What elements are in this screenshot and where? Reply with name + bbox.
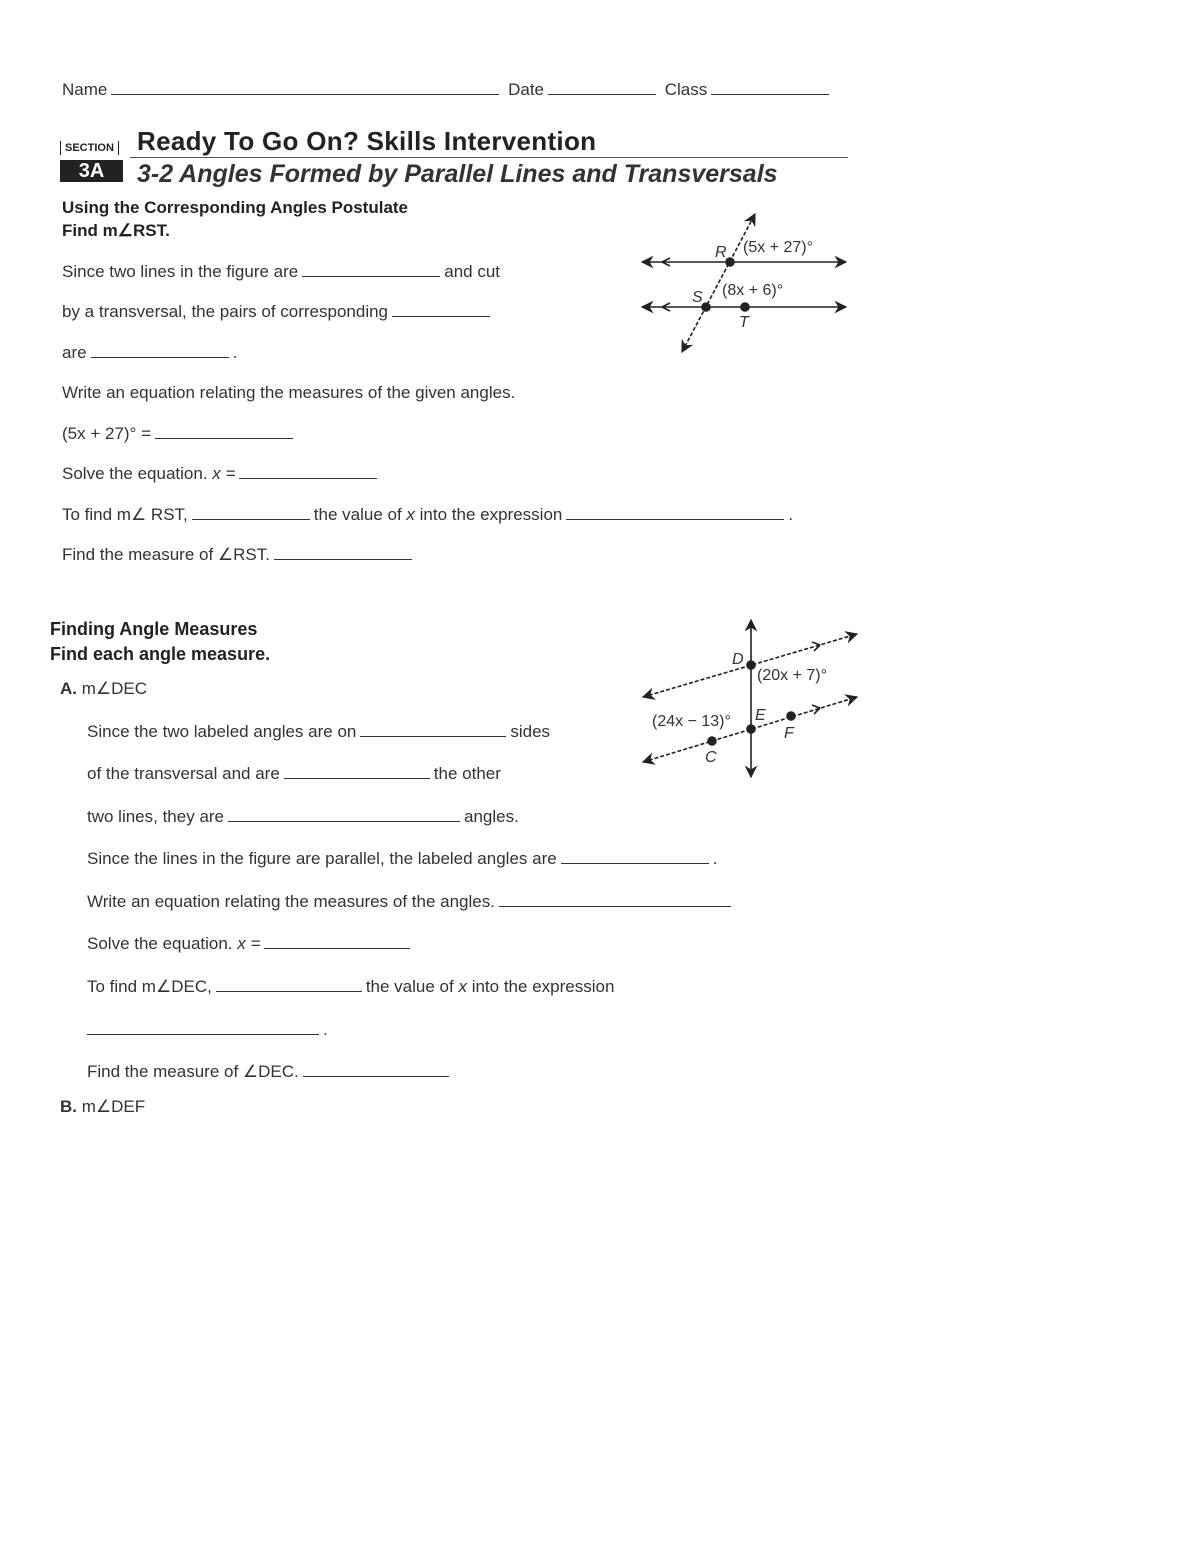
point-t	[741, 303, 749, 311]
part1-line4: Write an equation relating the measures of the given angles.	[62, 383, 516, 402]
text: Find the measure of ∠DEC.	[87, 1062, 299, 1081]
text: the value of	[313, 505, 402, 524]
label-angle-5x27: (5x + 27)°	[743, 239, 813, 256]
label-f: F	[784, 725, 794, 742]
text: the other	[433, 764, 501, 783]
text: x	[406, 505, 415, 524]
label-angle-8x6: (8x + 6)°	[722, 282, 784, 299]
label-r: R	[715, 244, 727, 261]
text: Find the measure of ∠RST.	[62, 545, 270, 564]
point-c	[708, 737, 716, 745]
label-angle-20x7: (20x + 7)°	[757, 667, 827, 684]
point-f	[787, 712, 795, 720]
label-s: S	[692, 289, 703, 306]
point-r	[726, 258, 734, 266]
date-label: Date	[508, 80, 545, 99]
text: of the transversal and are	[87, 764, 280, 783]
text: into the expression	[471, 977, 615, 996]
point-s	[702, 303, 710, 311]
label-e: E	[755, 707, 766, 724]
text: Write an equation relating the measures of the angles.	[87, 892, 495, 911]
part1-instruction: Find m∠RST.	[62, 221, 170, 240]
text: Since the lines in the figure are parallel, the labeled angles are	[87, 849, 557, 868]
class-label: Class	[664, 80, 708, 99]
page-title: Ready To Go On? Skills Intervention	[137, 126, 597, 156]
text: into the expression	[419, 505, 563, 524]
text: A.	[60, 679, 77, 698]
part1-heading: Using the Corresponding Angles Postulate	[62, 198, 409, 217]
point-d	[747, 661, 755, 669]
text: x	[458, 977, 467, 996]
text: .	[712, 849, 718, 868]
text: .	[323, 1020, 328, 1039]
text: are	[62, 343, 87, 362]
text: m∠DEF	[81, 1097, 146, 1116]
text: the value of	[365, 977, 454, 996]
text: .	[232, 343, 238, 362]
text: Solve the equation.	[62, 464, 208, 483]
text: (5x + 27)° =	[62, 424, 152, 443]
text: .	[788, 505, 794, 524]
text: sides	[510, 722, 551, 741]
text: and cut	[444, 262, 501, 281]
text: two lines, they are	[87, 807, 225, 826]
name-label: Name	[62, 80, 108, 99]
text: m∠DEC	[81, 679, 148, 698]
text: Solve the equation.	[87, 934, 233, 953]
label-t: T	[739, 314, 749, 331]
point-e	[747, 725, 755, 733]
section-label: SECTION	[60, 141, 119, 155]
text: Since two lines in the figure are	[62, 262, 299, 281]
page-subtitle: 3-2 Angles Formed by Parallel Lines and Transversals	[137, 160, 778, 188]
text: To find m∠ RST,	[62, 505, 188, 524]
part2-heading: Finding Angle Measures	[50, 619, 258, 639]
text: x =	[237, 934, 261, 953]
label-c: C	[705, 749, 717, 766]
text: B.	[60, 1097, 77, 1116]
parallel-marks	[662, 258, 670, 311]
text: by a transversal, the pairs of corresponding	[62, 302, 389, 321]
label-d: D	[732, 651, 744, 668]
text: angles.	[464, 807, 519, 826]
part2-instruction: Find each angle measure.	[50, 644, 271, 664]
text: x =	[212, 464, 236, 483]
text: To find m∠DEC,	[87, 977, 212, 996]
figure-parallel-lines-def	[643, 620, 857, 777]
section-number: 3A	[60, 160, 123, 182]
text: Since the two labeled angles are on	[87, 722, 357, 741]
label-angle-24x13: (24x − 13)°	[652, 713, 731, 730]
